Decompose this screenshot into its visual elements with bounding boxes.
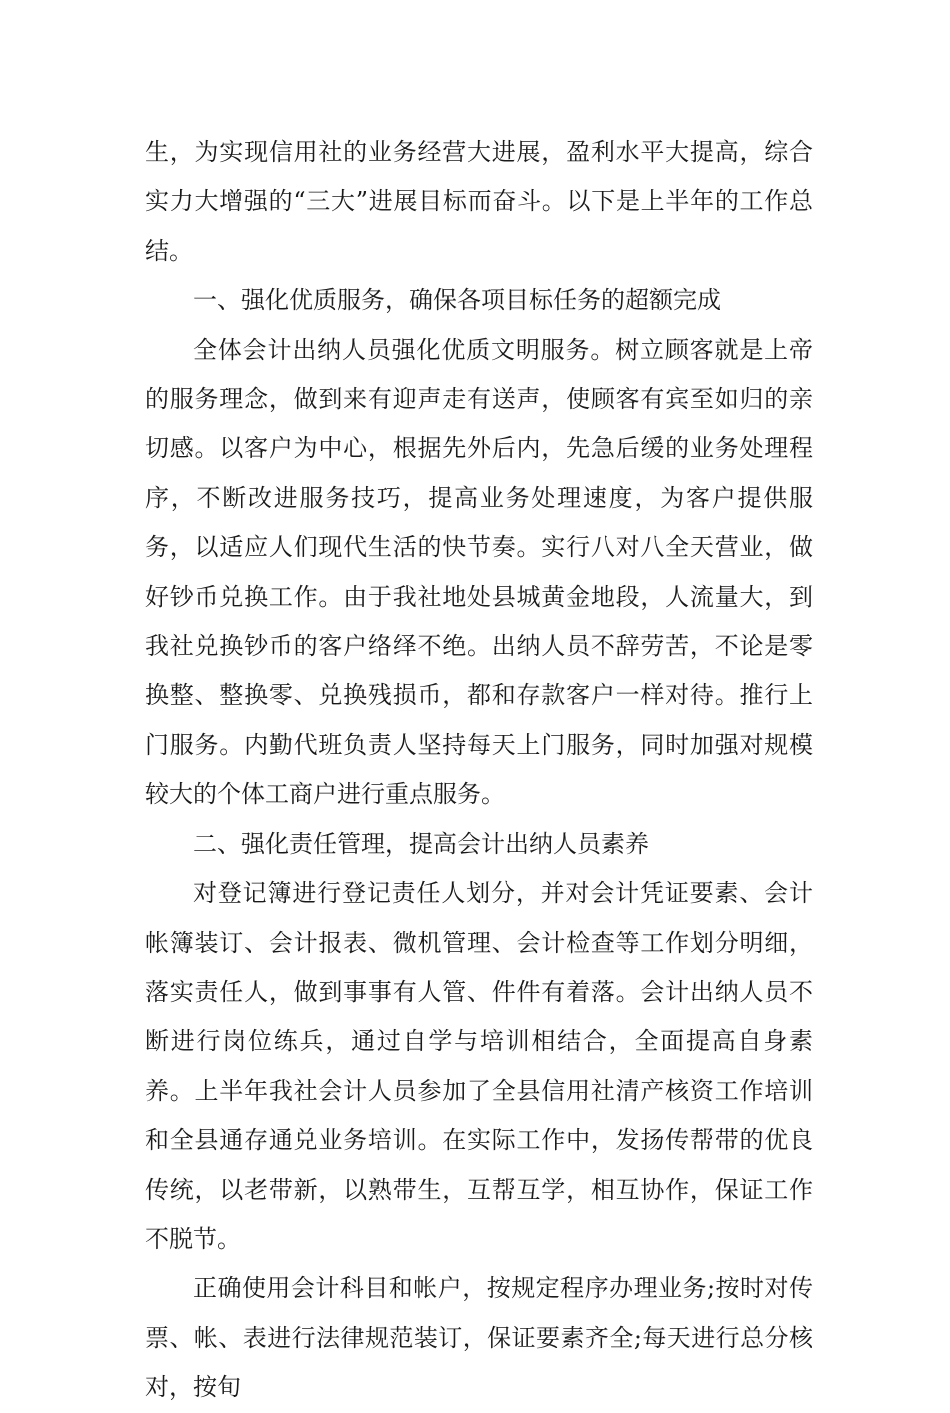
- document-body: [145, 128, 813, 1413]
- paragraph-continuation: 生，为实现信用社的业务经营大进展，盈利水平大提高，综合实力大增强的“三大”进展目标而奋斗。以下是上半年的工作总结。: [145, 138, 813, 265]
- paragraph-accounting: 正确使用会计科目和帐户，按规定程序办理业务;按时对传票、帐、表进行法律规范装订，保证要素齐全;每天进行总分核对，按旬: [145, 1274, 813, 1402]
- paragraph-responsibility: 对登记簿进行登记责任人划分，并对会计凭证要素、会计帐簿装订、会计报表、微机管理、会计检查等工作划分明细，落实责任人，做到事事有人管、件件有着落。会计出纳人员不断进行岗位练兵，通过自学与培训相结合，全面提高自身素养。上半年我社会计人员参加了全县信用社清产核资工作培训和全县通存通兑业务培训。在实际工作中，发扬传帮带的优良传统，以老带新，以熟带生，互帮互学，相互协作，保证工作不脱节。: [145, 879, 813, 1253]
- paragraph-service: 全体会计出纳人员强化优质文明服务。树立顾客就是上帝的服务理念，做到来有迎声走有送声，使顾客有宾至如归的亲切感。以客户为中心，根据先外后内，先急后缓的业务处理程序，不断改进服务技巧，提高业务处理速度，为客户提供服务，以适应人们现代生活的快节奏。实行八对八全天营业，做好钞币兑换工作。由于我社地处县城黄金地段，人流量大，到我社兑换钞币的客户络绎不绝。出纳人员不辞劳苦，不论是零换整、整换零、兑换残损币，都和存款客户一样对待。推行上门服务。内勤代班负责人坚持每天上门服务，同时加强对规模较大的个体工商户进行重点服务。: [145, 335, 813, 809]
- section-heading-1: 一、强化优质服务，确保各项目标任务的超额完成: [193, 286, 721, 315]
- section-heading-2: 二、强化责任管理，提高会计出纳人员素养: [193, 829, 649, 858]
